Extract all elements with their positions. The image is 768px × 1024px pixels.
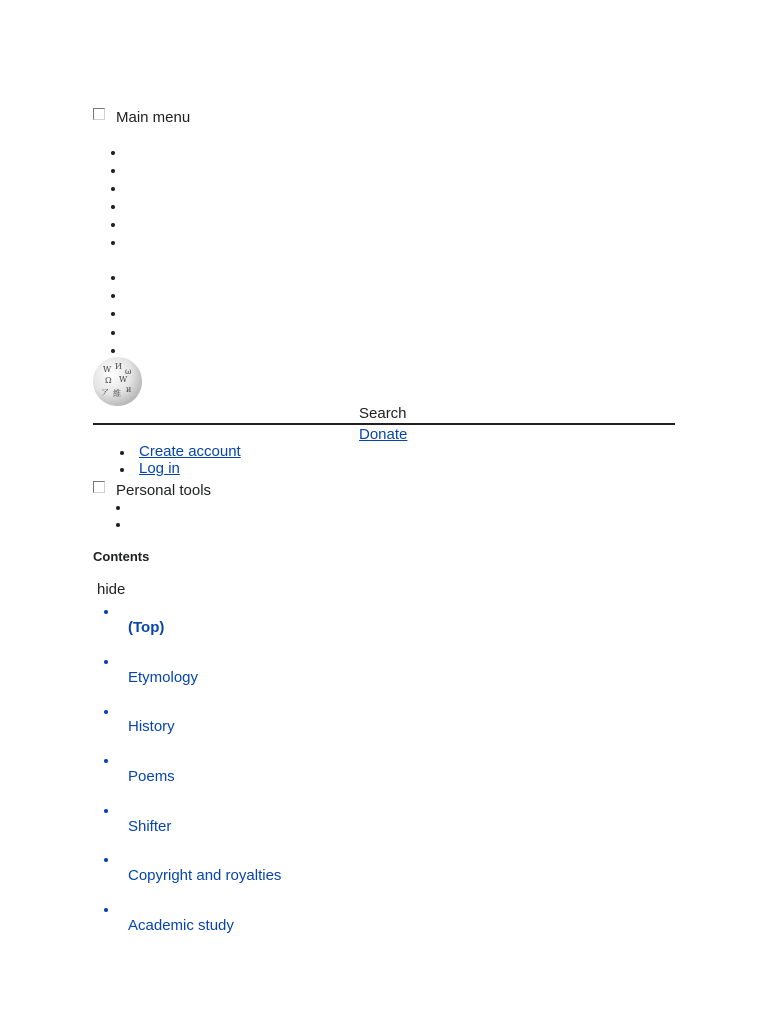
toc-bullet xyxy=(104,710,108,714)
list-item xyxy=(111,312,115,316)
list-item xyxy=(111,169,115,173)
toc-hide-toggle[interactable]: hide xyxy=(97,581,126,598)
toc-bullet xyxy=(104,858,108,862)
toc-bullet xyxy=(104,759,108,763)
toc-item-shifter[interactable]: Shifter xyxy=(128,818,172,835)
main-menu-label[interactable]: Main menu xyxy=(116,109,191,126)
list-item xyxy=(111,349,115,353)
list-bullet xyxy=(120,451,124,455)
personal-tools-label[interactable]: Personal tools xyxy=(116,482,212,499)
toc-bullet xyxy=(104,809,108,813)
list-bullet xyxy=(120,468,124,472)
wikipedia-globe-logo[interactable]: W И ω Ω W ア 維 и xyxy=(93,357,142,406)
main-menu-checkbox[interactable] xyxy=(93,108,105,120)
toc-bullet xyxy=(104,610,108,614)
donate-link[interactable]: Donate xyxy=(359,426,408,443)
toc-item-history[interactable]: History xyxy=(128,718,175,735)
personal-tools-checkbox[interactable] xyxy=(93,481,105,493)
list-item xyxy=(111,331,115,335)
list-item xyxy=(116,523,120,527)
toc-item-etymology[interactable]: Etymology xyxy=(128,669,199,686)
list-item xyxy=(111,151,115,155)
toc-bullet xyxy=(104,908,108,912)
toc-item-poems[interactable]: Poems xyxy=(128,768,175,785)
list-item xyxy=(111,241,115,245)
toc-bullet xyxy=(104,660,108,664)
toc-item-academic-study[interactable]: Academic study xyxy=(128,917,234,934)
toc-item-top[interactable]: (Top) xyxy=(128,619,165,636)
toc-item-copyright-and-royalties[interactable]: Copyright and royalties xyxy=(128,867,282,884)
list-item xyxy=(111,223,115,227)
list-item xyxy=(111,205,115,209)
log-in-link[interactable]: Log in xyxy=(139,460,180,477)
list-item xyxy=(116,506,120,510)
search-divider xyxy=(93,423,675,425)
list-item xyxy=(111,187,115,191)
list-item xyxy=(111,294,115,298)
list-item xyxy=(111,276,115,280)
search-label[interactable]: Search xyxy=(359,405,407,422)
toc-heading: Contents xyxy=(93,549,150,564)
create-account-link[interactable]: Create account xyxy=(139,443,241,460)
